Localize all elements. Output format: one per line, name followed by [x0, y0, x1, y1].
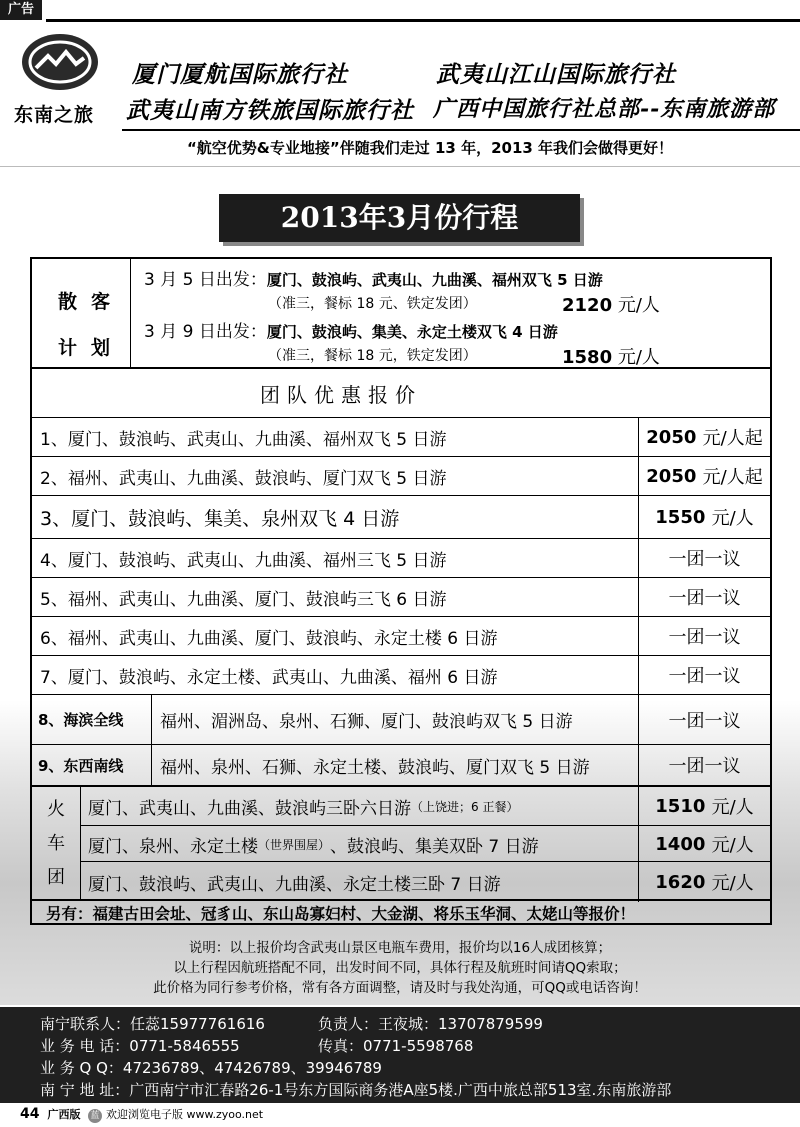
contact-footer	[0, 1007, 800, 1103]
itinerary-table	[30, 257, 772, 925]
table-row: 4、厦门、鼓浪屿、武夷山、九曲溪、福州三飞 5 日游 一团一议	[32, 538, 770, 577]
site-link[interactable]: 欢迎浏览电子版 www.zyoo.net	[105, 1108, 264, 1121]
sanke-label: 散客 计划	[32, 259, 131, 367]
sanke-trip-1-note: （准三，餐标 18 元、铁定发团）	[268, 296, 477, 312]
ad-tag: 广告	[0, 0, 42, 20]
manager: 负责人：王夜城：13707879599	[318, 1015, 543, 1033]
table-row: 3、厦门、鼓浪屿、集美、泉州双飞 4 日游 1550 元/人	[32, 495, 770, 538]
table-row: 厦门、鼓浪屿、武夷山、九曲溪、永定土楼三卧 7 日游 1620 元/人	[80, 861, 770, 902]
notes: 说明：以上报价均含武夷山景区电瓶车费用，报价均以16人成团核算； 以上行程因航班搭配不同，出发时间不同，具体行程及航班时间请QQ索取； 此价格为同行参考价格，常有各方面调整，请及时与我处沟通，可QQ或电话咨询！	[153, 940, 647, 996]
table-row: 2、福州、武夷山、九曲溪、鼓浪屿、厦门双飞 5 日游 2050 元/人起	[32, 456, 770, 495]
page-title: 2013年3月份行程	[219, 194, 580, 242]
sanke-trip-1-price: 2120 元/人	[562, 295, 660, 316]
address: 南 宁 地 址：广西南宁市汇春路26-1号东方国际商务港A座5楼.广西中旅总部513室.东南旅游部	[40, 1081, 672, 1099]
table-row: 9、东西南线 福州、泉州、石狮、永定土楼、鼓浪屿、厦门双飞 5 日游 一团一议	[32, 744, 770, 785]
edition: 广西版	[47, 1108, 81, 1121]
logo	[14, 34, 110, 130]
other-text: 另有：福建古田会址、冠豸山、东山岛寡妇村、大金湖、将乐玉华洞、太姥山等报价！	[46, 904, 636, 923]
page-footer	[20, 1106, 263, 1123]
sanke-section	[32, 259, 770, 367]
table-row: 8、海滨全线 福州、湄洲岛、泉州、石狮、厦门、鼓浪屿双飞 5 日游 一团一议	[32, 694, 770, 744]
agency-4: 广西中国旅行社总部--东南旅游部	[433, 96, 776, 122]
fax: 传真：0771-5598768	[318, 1037, 474, 1055]
train-section	[32, 785, 770, 899]
sanke-trip-2-price: 1580 元/人	[562, 347, 660, 368]
slogan: “航空优势&专业地接”伴随我们走过 13 年，2013 年我们会做得更好！	[186, 139, 674, 157]
train-label: 火 车 团	[32, 787, 81, 899]
table-row: 厦门、武夷山、九曲溪、鼓浪屿三卧六日游 （上饶进；6 正餐） 1510 元/人	[80, 787, 770, 825]
table-row: 6、福州、武夷山、九曲溪、厦门、鼓浪屿、永定土楼 6 日游 一团一议	[32, 616, 770, 655]
logo-mark	[22, 34, 98, 90]
slogan-rule	[122, 129, 800, 131]
badge-icon: 蓝	[88, 1109, 102, 1123]
group-header: 团队优惠报价	[260, 382, 422, 407]
table-row: 7、厦门、鼓浪屿、永定土楼、武夷山、九曲溪、福州 6 日游 一团一议	[32, 655, 770, 694]
business-phone: 业 务 电 话：0771-5846555	[40, 1037, 240, 1055]
top-rule	[46, 19, 800, 22]
logo-text: 东南之旅	[14, 104, 95, 126]
contact-person: 南宁联系人：任蕊15977761616	[40, 1015, 265, 1033]
table-row: 5、福州、武夷山、九曲溪、厦门、鼓浪屿三飞 6 日游 一团一议	[32, 577, 770, 616]
sanke-trip-1: 3 月 5 日出发：厦门、鼓浪屿、武夷山、九曲溪、福州双飞 5 日游	[144, 270, 603, 290]
other-row	[32, 899, 770, 925]
table-row: 1、厦门、鼓浪屿、武夷山、九曲溪、福州双飞 5 日游 2050 元/人起	[32, 417, 770, 456]
sanke-trip-2-note: （准三，餐标 18 元，铁定发团）	[268, 348, 477, 364]
group-header-row	[32, 367, 770, 417]
table-row: 厦门、泉州、永定土楼 （世界围屋） 、鼓浪屿、集美双卧 7 日游 1400 元/人	[80, 825, 770, 862]
agency-1: 厦门厦航国际旅行社	[132, 61, 348, 88]
divider	[0, 166, 800, 167]
sanke-trip-2: 3 月 9 日出发：厦门、鼓浪屿、集美、永定土楼双飞 4 日游	[144, 322, 558, 342]
business-qq: 业 务 Q Q：47236789、47426789、39946789	[40, 1059, 382, 1077]
page-number: 44	[20, 1106, 40, 1122]
agency-2: 武夷山江山国际旅行社	[436, 61, 676, 88]
agency-3: 武夷山南方铁旅国际旅行社	[126, 97, 414, 124]
